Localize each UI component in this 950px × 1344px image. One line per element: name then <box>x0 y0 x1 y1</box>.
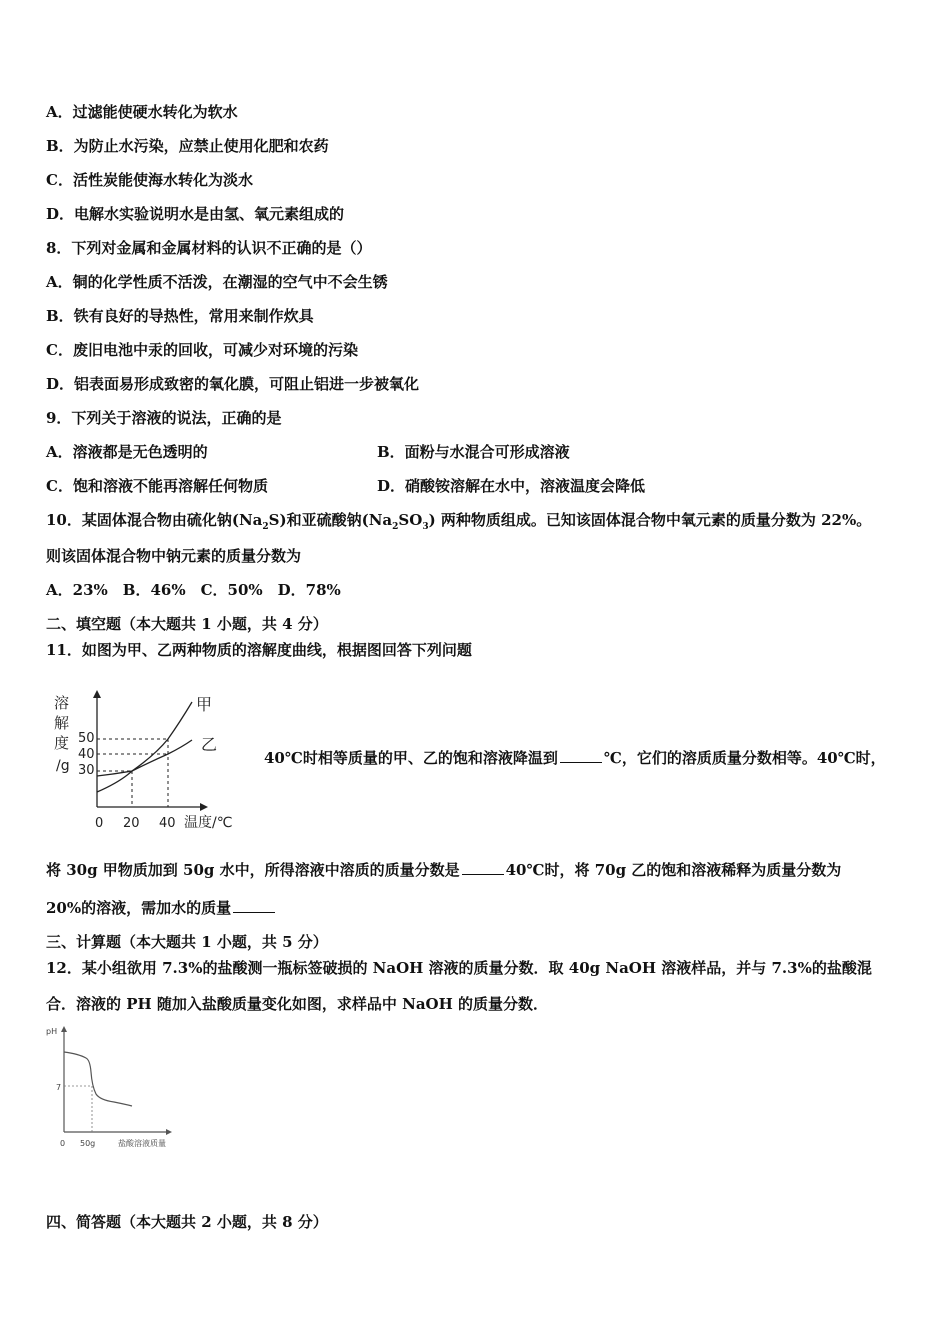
x-axis-arrow <box>200 803 208 811</box>
x-tick-40: 40 <box>159 816 176 831</box>
q8-option-c: C．废旧电池中汞的回收，可减少对环境的污染 <box>46 341 358 359</box>
q11-text-line3: 20%的溶液，需加水的质量 <box>46 898 277 918</box>
q7-option-c: C．活性炭能使海水转化为淡水 <box>46 171 253 189</box>
q7-option-d: D．电解水实验说明水是由氢、氧元素组成的 <box>46 205 345 223</box>
ph-x-tick-0: 0 <box>60 1139 66 1148</box>
ph-ylabel: pH <box>46 1027 58 1036</box>
q11-blank-2[interactable] <box>462 860 504 875</box>
q8-stem: 8．下列对金属和金属材料的认识不正确的是（） <box>46 239 372 257</box>
x-axis-label: 温度/℃ <box>184 815 233 831</box>
ph-y-axis-arrow <box>61 1026 67 1032</box>
q11-blank-3[interactable] <box>233 898 275 913</box>
q10-stem-line2: 则该固体混合物中钠元素的质量分数为 <box>46 547 302 565</box>
section-fill-in-heading: 二、填空题（本大题共 1 小题，共 4 分） <box>46 615 328 633</box>
q9-option-c: C．饱和溶液不能再溶解任何物质 <box>46 477 268 495</box>
q9-option-d: D．硝酸铵溶解在水中，溶液温度会降低 <box>377 477 646 495</box>
y-tick-40: 40 <box>78 747 95 762</box>
series-jia-curve <box>97 702 192 792</box>
ph-xlabel: 盐酸溶液质量 <box>118 1139 166 1148</box>
chart-ylabel-char-4: /g <box>56 758 70 774</box>
ph-chart <box>44 1024 184 1152</box>
series-label-jia: 甲 <box>196 695 213 714</box>
chart-ylabel-char-2: 解 <box>54 714 70 732</box>
q8-option-b: B．铁有良好的导热性，常用来制作炊具 <box>46 307 314 325</box>
ph-y-tick-7: 7 <box>56 1083 62 1092</box>
x-tick-20: 20 <box>123 816 140 831</box>
q11-text-line2: 将 30g 甲物质加到 50g 水中，所得溶液中溶质的质量分数是 40℃时，将 70g 乙的饱和溶液稀释为质量分数为 <box>46 861 842 879</box>
q8-option-a: A．铜的化学性质不活泼，在潮湿的空气中不会生锈 <box>46 273 388 291</box>
q8-option-d: D．铝表面易形成致密的氧化膜，可阻止铝进一步被氧化 <box>46 375 420 393</box>
q11-blank-1[interactable] <box>560 748 602 763</box>
solubility-chart <box>50 690 250 835</box>
q9-option-a: A．溶液都是无色透明的 <box>46 443 208 461</box>
q9-stem: 9．下列关于溶液的说法，正确的是 <box>46 409 282 427</box>
y-axis-arrow <box>93 690 101 698</box>
series-label-yi: 乙 <box>201 735 218 754</box>
q7-option-a: A．过滤能使硬水转化为软水 <box>46 103 238 121</box>
chart-ylabel-char-1: 溶 <box>54 694 70 712</box>
q10-options: A．23% B．46% C．50% D．78% <box>46 581 341 599</box>
q11-text-line1: 40℃时相等质量的甲、乙的饱和溶液降温到 ℃，它们的溶质质量分数相等。40℃时， <box>264 749 886 767</box>
q7-option-b: B．为防止水污染，应禁止使用化肥和农药 <box>46 137 329 155</box>
q12-line2: 合．溶液的 PH 随加入盐酸质量变化如图，求样品中 NaOH 的质量分数． <box>46 995 549 1013</box>
y-tick-50: 50 <box>78 731 95 746</box>
q11-stem: 11．如图为甲、乙两种物质的溶解度曲线，根据图回答下列问题 <box>46 641 472 659</box>
section-short-answer-heading: 四、简答题（本大题共 2 小题，共 8 分） <box>46 1213 328 1231</box>
section-calc-heading: 三、计算题（本大题共 1 小题，共 5 分） <box>46 933 328 951</box>
q10-stem: 10．某固体混合物由硫化钠$(Na_2S)$和亚硫酸钠$(Na_2SO_3)$ 两种物质组成。已知该固体混合物中氧元素的质量分数为 22%。 <box>46 511 872 532</box>
y-tick-30: 30 <box>78 763 95 778</box>
chart-ylabel-char-3: 度 <box>54 734 70 752</box>
ph-curve <box>64 1052 132 1106</box>
q12-line1: 12．某小组欲用 7.3%的盐酸测一瓶标签破损的 NaOH 溶液的质量分数．取 40g NaOH 溶液样品，并与 7.3%的盐酸混 <box>46 959 872 977</box>
q9-option-b: B．面粉与水混合可形成溶液 <box>377 443 570 461</box>
x-tick-0: 0 <box>95 816 104 831</box>
ph-x-axis-arrow <box>166 1129 172 1135</box>
ph-x-tick-50g: 50g <box>80 1139 96 1148</box>
